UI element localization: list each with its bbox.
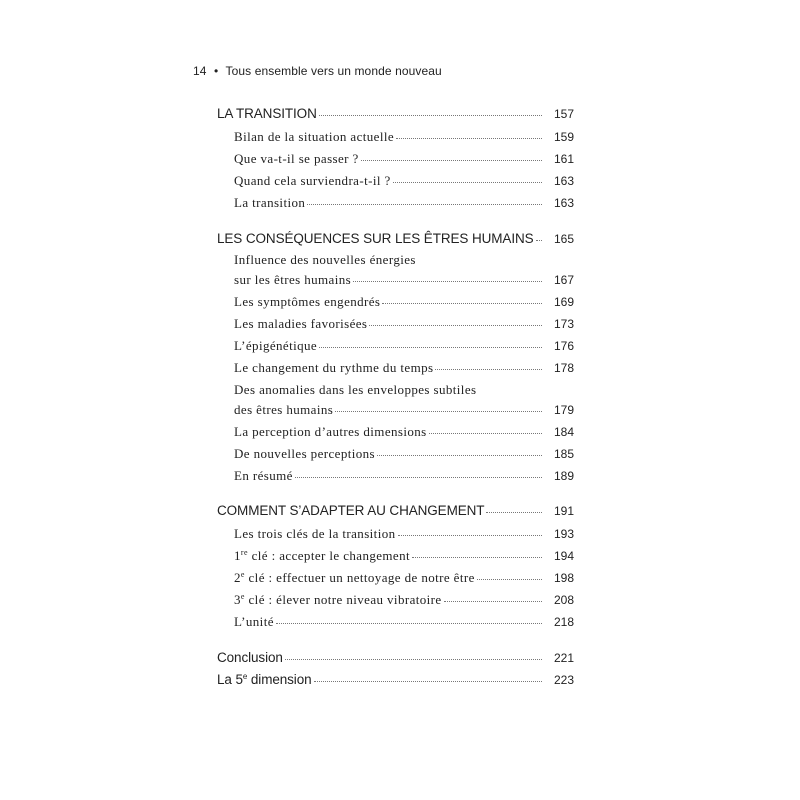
toc-entry-page: 193 (553, 527, 574, 541)
toc-entry-page: 159 (553, 130, 574, 144)
dot-leader (377, 454, 542, 456)
dot-leader (486, 511, 542, 513)
toc-entry-page: 191 (553, 504, 574, 518)
toc-entry-page: 165 (553, 232, 574, 246)
toc-entry-title-line1: Influence des nouvelles énergies (234, 252, 416, 267)
page-number: 14 (193, 64, 207, 78)
toc-fifth-dimension[interactable] (217, 672, 574, 690)
toc-entry-page: 173 (553, 317, 574, 331)
toc-entry-title: Les maladies favorisées (234, 316, 368, 331)
dot-leader (412, 556, 542, 558)
key-number: 2 (234, 570, 241, 585)
toc-entry-page: 176 (553, 339, 574, 353)
dot-leader (276, 622, 542, 624)
toc-entry[interactable] (234, 129, 574, 147)
toc-entry[interactable] (234, 360, 574, 378)
toc-entry-title: COMMENT S’ADAPTER AU CHANGEMENT (217, 503, 485, 518)
toc-entry-page: 169 (553, 295, 574, 309)
toc-entry-title: Le changement du rythme du temps (234, 360, 434, 375)
dot-leader (335, 410, 542, 412)
toc-entry-title (234, 592, 442, 608)
toc-entry-title: L’unité (234, 614, 274, 629)
key-text: clé : effectuer un nettoyage de notre être (244, 570, 475, 585)
toc-entry-page: 218 (553, 615, 574, 629)
dot-leader (353, 280, 542, 282)
fifth-prefix: La 5 (217, 672, 243, 687)
key-number: 1 (234, 548, 241, 563)
toc-entry-title: sur les êtres humains (234, 272, 352, 287)
toc-entry[interactable] (234, 614, 574, 632)
toc-entry-title: La transition (234, 195, 306, 210)
key-text: clé : accepter le changement (247, 548, 411, 563)
toc-entry-title-line1: Des anomalies dans les enveloppes subtiles (234, 382, 477, 397)
dot-leader (307, 203, 542, 205)
toc-entry[interactable] (234, 195, 574, 213)
dot-leader (361, 159, 542, 161)
toc-entry-page: 178 (553, 361, 574, 375)
toc-entry[interactable] (234, 151, 574, 169)
dot-leader (382, 302, 542, 304)
toc-entry[interactable] (234, 272, 574, 290)
toc-entry-title: Les trois clés de la transition (234, 526, 396, 541)
toc-section-transition[interactable] (217, 106, 574, 124)
toc-entry-title: Que va-t-il se passer ? (234, 151, 359, 166)
dot-leader (295, 476, 542, 478)
toc-entry-title: LES CONSÉQUENCES SUR LES ÊTRES HUMAINS (217, 231, 534, 246)
toc-entry-page: 198 (553, 571, 574, 585)
dot-leader (393, 181, 542, 183)
fifth-text: dimension (247, 672, 312, 687)
toc-entry-title (217, 672, 312, 687)
toc-entry-title: De nouvelles perceptions (234, 446, 376, 461)
ordinal-suffix: e (240, 592, 245, 601)
header-bullet: • (214, 64, 219, 78)
toc-entry[interactable] (234, 294, 574, 312)
dot-leader (398, 534, 543, 536)
toc-entry-title: Bilan de la situation actuelle (234, 129, 395, 144)
ordinal-suffix: re (240, 548, 248, 557)
toc-entry-page: 208 (553, 593, 574, 607)
dot-leader (285, 658, 542, 660)
toc-entry[interactable] (234, 446, 574, 464)
toc-entry-page: 157 (553, 107, 574, 121)
toc-entry-title: Quand cela surviendra-t-il ? (234, 173, 391, 188)
toc-conclusion[interactable] (217, 650, 574, 668)
key-text: clé : élever notre niveau vibratoire (244, 592, 442, 607)
dot-leader (444, 600, 542, 602)
toc-entry[interactable] (234, 592, 574, 610)
ordinal-suffix: e (240, 570, 245, 579)
toc-entry-title: des êtres humains (234, 402, 334, 417)
toc-entry-title: En résumé (234, 468, 293, 483)
toc-entry-title: Conclusion (217, 650, 283, 665)
table-of-contents (217, 0, 574, 800)
dot-leader (319, 346, 542, 348)
toc-entry-page: 163 (553, 174, 574, 188)
toc-entry-page: 163 (553, 196, 574, 210)
toc-entry[interactable] (234, 316, 574, 334)
dot-leader (369, 324, 542, 326)
toc-entry[interactable] (234, 424, 574, 442)
toc-entry-page: 194 (553, 549, 574, 563)
toc-entry-page: 221 (553, 651, 574, 665)
dot-leader (536, 239, 542, 241)
toc-entry-title (234, 548, 410, 564)
toc-entry-title: LA TRANSITION (217, 106, 317, 121)
toc-entry[interactable] (234, 402, 574, 420)
toc-entry-title: L’épigénétique (234, 338, 318, 353)
dot-leader (396, 137, 542, 139)
book-title: Tous ensemble vers un monde nouveau (225, 64, 442, 78)
dot-leader (314, 680, 542, 682)
toc-section-adapt[interactable] (217, 503, 574, 521)
dot-leader (429, 432, 542, 434)
toc-entry[interactable] (234, 570, 574, 588)
toc-entry[interactable] (234, 338, 574, 356)
toc-section-consequences[interactable] (217, 231, 574, 249)
toc-entry-title: La perception d’autres dimensions (234, 424, 427, 439)
dot-leader (319, 114, 542, 116)
dot-leader (477, 578, 542, 580)
toc-entry-page: 184 (553, 425, 574, 439)
toc-entry-page: 167 (553, 273, 574, 287)
toc-entry-page: 185 (553, 447, 574, 461)
toc-entry[interactable] (234, 526, 574, 544)
ordinal-suffix: e (242, 672, 248, 681)
key-number: 3 (234, 592, 241, 607)
dot-leader (435, 368, 542, 370)
toc-entry[interactable] (234, 548, 574, 566)
toc-entry-page: 179 (553, 403, 574, 417)
toc-entry[interactable] (234, 468, 574, 486)
toc-entry-page: 189 (553, 469, 574, 483)
toc-entry-page: 223 (553, 673, 574, 687)
toc-entry-title: Les symptômes engendrés (234, 294, 381, 309)
toc-entry-title (234, 570, 475, 586)
toc-entry[interactable] (234, 173, 574, 191)
toc-entry-page: 161 (553, 152, 574, 166)
